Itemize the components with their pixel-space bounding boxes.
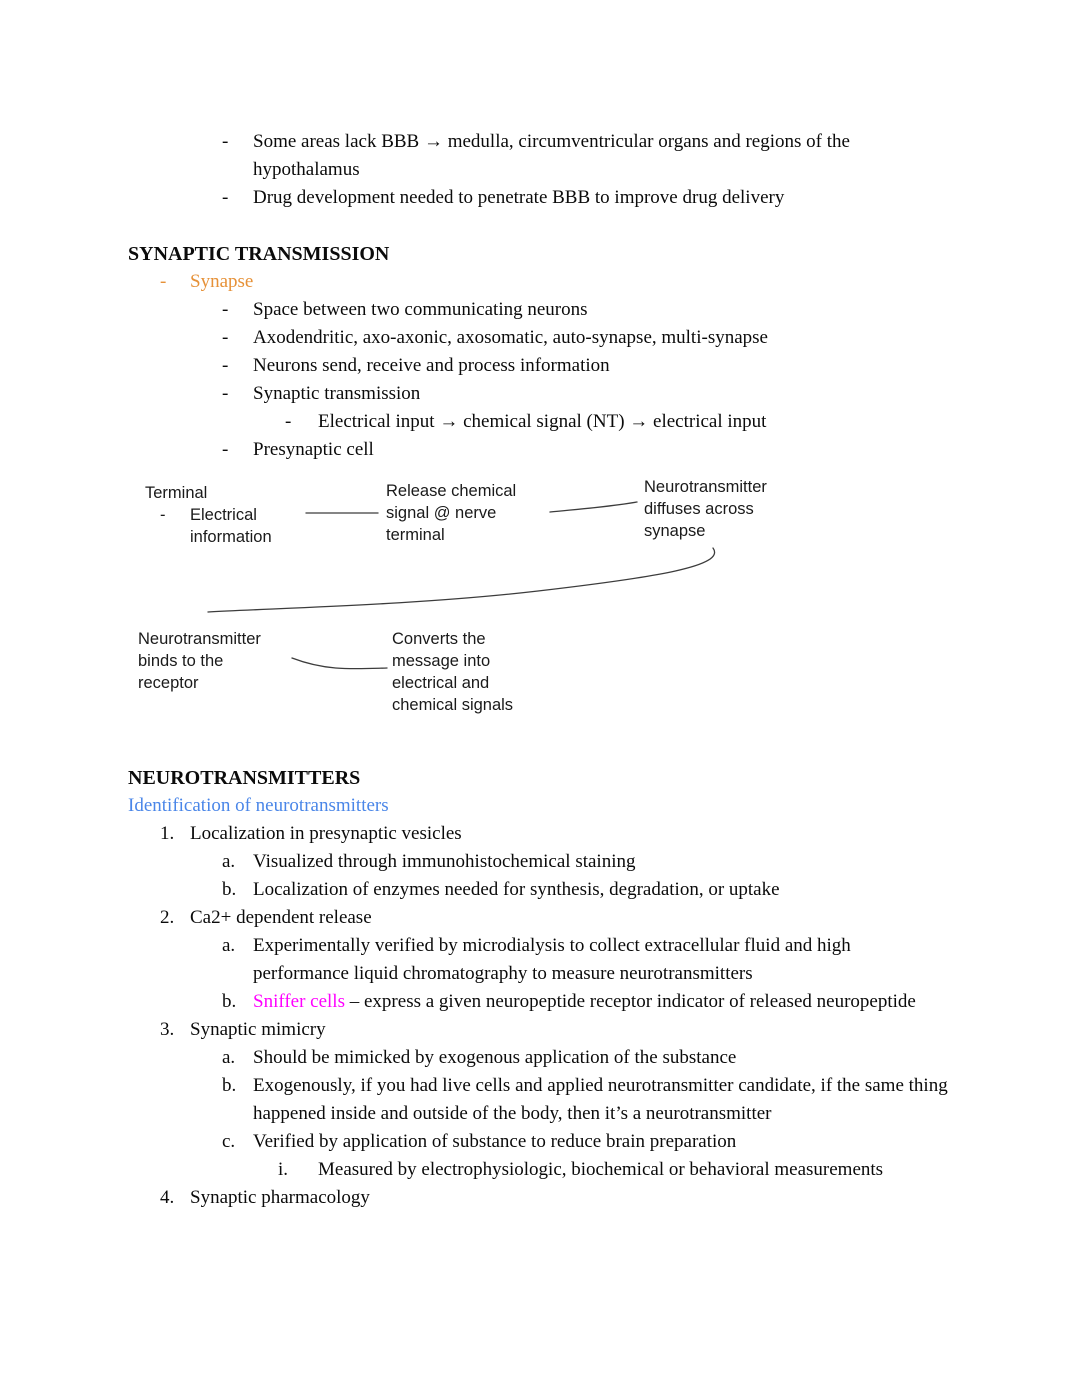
list-number: 3.: [160, 1019, 175, 1040]
list-item-synapse-2: [128, 324, 950, 352]
connector-line-release-to-diffuse: [550, 502, 637, 512]
list-item-synapse-4a: [128, 408, 950, 436]
diagram-label-terminal: Terminal: [145, 484, 208, 502]
diagram-label-neurotransmitter-binds: Neurotransmitter binds to the receptor: [138, 630, 261, 692]
list-number: 4.: [160, 1187, 175, 1208]
bullet-marker: -: [222, 131, 229, 152]
list-text: Experimentally verified by microdialysis to collect extracellular fluid and high performance liquid chromatography to measure neurotransmitters: [253, 935, 851, 984]
bullet-text: Synaptic transmission: [253, 383, 421, 404]
list-item-synapse-3: [128, 352, 950, 380]
list-text: Localization in presynaptic vesicles: [190, 823, 462, 844]
list-item-1a: [128, 848, 950, 876]
list-text: Synaptic mimicry: [190, 1019, 326, 1040]
list-item-4: [128, 1184, 950, 1212]
bullet-text: Presynaptic cell: [253, 439, 374, 460]
list-text: Synaptic pharmacology: [190, 1187, 370, 1208]
list-item-synapse-4: [128, 380, 950, 408]
list-item-synapse: [128, 268, 950, 296]
list-item-3c-i: [128, 1156, 950, 1184]
sniffer-cells-highlight: Sniffer cells: [253, 991, 345, 1012]
bullet-marker: -: [222, 299, 229, 320]
diagram-label-electrical-information: [160, 504, 288, 548]
list-letter: b.: [222, 1075, 237, 1096]
list-item-synapse-5: [128, 436, 950, 464]
bullet-marker: -: [160, 506, 166, 524]
list-number: 1.: [160, 823, 175, 844]
list-item-1b: [128, 876, 950, 904]
bullet-text: Space between two communicating neurons: [253, 299, 588, 320]
list-text: Exogenously, if you had live cells and applied neurotransmitter candidate, if the same thing happened inside and outside of the body, then it’s a neurotransmitter: [253, 1075, 948, 1124]
bullet-marker: -: [160, 271, 167, 292]
list-text: Should be mimicked by exogenous application of the substance: [253, 1047, 737, 1068]
list-number: 2.: [160, 907, 175, 928]
diagram-label-neurotransmitter-diffuses: Neurotransmitter diffuses across synapse: [644, 478, 767, 540]
bullet-marker: -: [222, 327, 229, 348]
list-text: Verified by application of substance to reduce brain preparation: [253, 1131, 737, 1152]
diagram-label-converts-message: Converts the message into electrical and chemical signals: [392, 630, 514, 714]
list-text: Measured by electrophysiologic, biochemical or behavioral measurements: [318, 1159, 884, 1180]
list-letter: b.: [222, 991, 237, 1012]
diagram-label-release-chemical-signal: Release chemical signal @ nerve terminal: [386, 482, 517, 544]
bullet-marker: -: [222, 439, 229, 460]
list-letter: c.: [222, 1131, 236, 1152]
list-item-3: [128, 1016, 950, 1044]
list-letter: a.: [222, 1047, 236, 1068]
synaptic-flow-diagram: [128, 476, 950, 764]
list-item-3b: [128, 1072, 950, 1128]
list-item-3c: [128, 1128, 950, 1156]
bullet-marker: -: [222, 355, 229, 376]
sniffer-cells-rest: – express a given neuropeptide receptor indicator of released neuropeptide: [345, 991, 916, 1012]
section-heading-neurotransmitters: NEUROTRANSMITTERS: [128, 767, 361, 789]
list-item-bbb-1: [128, 128, 950, 184]
list-item-2: [128, 904, 950, 932]
list-item-1: [128, 820, 950, 848]
bullet-marker: -: [222, 187, 229, 208]
list-item-2b: [128, 988, 950, 1016]
list-item-synapse-1: [128, 296, 950, 324]
connector-line-diffuse-to-binds: [208, 548, 715, 612]
list-text: Ca2+ dependent release: [190, 907, 372, 928]
list-roman: i.: [278, 1159, 289, 1180]
bullet-marker: -: [222, 383, 229, 404]
section-heading-synaptic-transmission: SYNAPTIC TRANSMISSION: [128, 243, 390, 265]
bullet-text: Neurons send, receive and process information: [253, 355, 610, 376]
diagram-label-text: Electrical information: [190, 506, 272, 546]
bullet-text: Electrical input → chemical signal (NT) → electrical input: [318, 411, 767, 432]
list-item-2a: [128, 932, 950, 988]
list-item-bbb-2: [128, 184, 950, 212]
list-item-3a: [128, 1044, 950, 1072]
list-text: [253, 988, 950, 1016]
list-letter: a.: [222, 851, 236, 872]
connector-line-binds-to-converts: [292, 658, 387, 669]
list-text: Localization of enzymes needed for synthesis, degradation, or uptake: [253, 879, 780, 900]
bullet-text: Drug development needed to penetrate BBB to improve drug delivery: [253, 187, 785, 208]
list-letter: a.: [222, 935, 236, 956]
bullet-text: Some areas lack BBB → medulla, circumventricular organs and regions of the hypothalamus: [253, 131, 850, 180]
bullet-marker: -: [285, 411, 292, 432]
synapse-label: Synapse: [190, 271, 254, 292]
subheading-identification: Identification of neurotransmitters: [128, 795, 389, 816]
list-letter: b.: [222, 879, 237, 900]
bullet-text: Axodendritic, axo-axonic, axosomatic, auto-synapse, multi-synapse: [253, 327, 768, 348]
list-text: Visualized through immunohistochemical staining: [253, 851, 636, 872]
